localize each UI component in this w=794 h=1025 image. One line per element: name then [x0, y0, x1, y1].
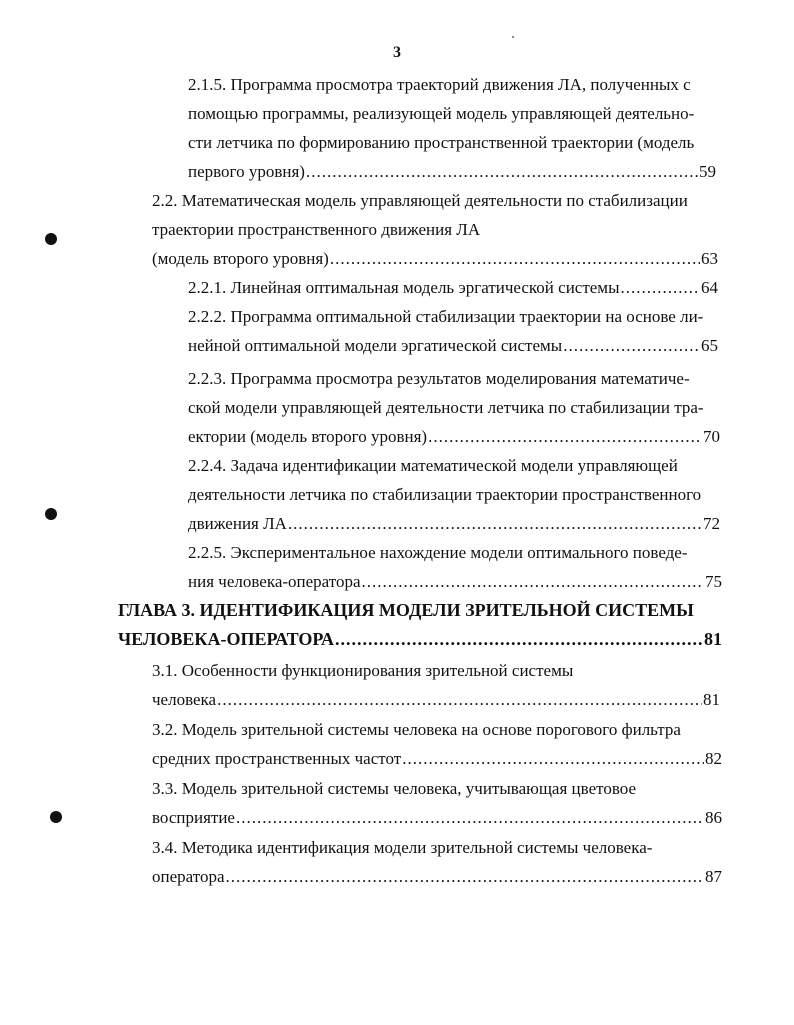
dot-leader [428, 422, 702, 451]
toc-entry-2-2-5-line-2 [188, 567, 722, 596]
toc-entry-text: оператора [152, 867, 225, 886]
toc-entry-text: первого уровня) [188, 162, 305, 181]
toc-entry-2-2-line-1: 2.2. Математическая модель управляющей деятельности по стабилизации [152, 191, 688, 210]
binder-hole-mark [50, 811, 62, 823]
toc-entry-2-2-2-line-2 [188, 331, 718, 360]
toc-entry-2-2-4-line-1: 2.2.4. Задача идентификации математической модели управляющей [188, 456, 678, 475]
toc-page-number: 86 [705, 808, 722, 827]
toc-entry-3-2-line-2 [152, 744, 722, 773]
toc-entry-text: ния человека-оператора [188, 572, 361, 591]
toc-entry-text: 2.2.1. Линейная оптимальная модель эргатической системы [188, 278, 620, 297]
toc-entry-2-2-4-line-2: деятельности летчика по стабилизации траектории пространственного [188, 485, 702, 504]
dot-leader [288, 509, 702, 538]
toc-entry-3-1-line-1: 3.1. Особенности функционирования зрительной системы [152, 661, 574, 680]
toc-entry-text: восприятие [152, 808, 235, 827]
dot-leader [236, 803, 704, 832]
toc-page-number: 64 [701, 278, 718, 297]
toc-page-number: 59 [699, 162, 716, 181]
toc-entry-2-2-5-line-1: 2.2.5. Экспериментальное нахождение модели оптимального поведе- [188, 543, 688, 562]
page-number: 3 [393, 44, 401, 61]
chapter-3-heading-line-1: ГЛАВА 3. ИДЕНТИФИКАЦИЯ МОДЕЛИ ЗРИТЕЛЬНОЙ СИСТЕМЫ [118, 600, 694, 620]
dot-leader [226, 862, 705, 891]
toc-entry-2-1-5-line-1: 2.1.5. Программа просмотра траекторий движения ЛА, полученных с [188, 75, 691, 94]
toc-entry-2-2-4-line-3 [188, 509, 720, 538]
toc-entry-2-1-5-line-3: сти летчика по формированию пространственной траектории (модель [188, 133, 695, 152]
binder-hole-mark [45, 508, 57, 520]
toc-entry-3-4-line-1: 3.4. Методика идентификация модели зрительной системы человека- [152, 838, 653, 857]
dot-leader [402, 744, 704, 773]
toc-entry-text: движения ЛА [188, 514, 287, 533]
dot-leader [563, 331, 700, 360]
dot-leader [306, 157, 698, 186]
dot-leader [362, 567, 704, 596]
toc-entry-3-4-line-2 [152, 862, 722, 891]
dot-leader [621, 273, 701, 302]
toc-entry-3-3-line-1: 3.3. Модель зрительной системы человека, учитывающая цветовое [152, 779, 636, 798]
toc-page-number: 82 [705, 749, 722, 768]
toc-entry-text: ЧЕЛОВЕКА-ОПЕРАТОРА [118, 629, 335, 649]
toc-entry-2-2-3-line-2: ской модели управляющей деятельности летчика по стабилизации тра- [188, 398, 704, 417]
toc-entry-text: человека [152, 690, 217, 709]
dot-leader [330, 244, 700, 273]
toc-entry-3-3-line-2 [152, 803, 722, 832]
toc-page-number: 63 [701, 249, 718, 268]
toc-entry-2-2-3-line-3 [188, 422, 720, 451]
toc-entry-text: средних пространственных частот [152, 749, 402, 768]
toc-page-number: 65 [701, 336, 718, 355]
toc-page-number: 70 [703, 427, 720, 446]
toc-entry-3-2-line-1: 3.2. Модель зрительной системы человека на основе порогового фильтра [152, 720, 681, 739]
toc-page-number: 81 [704, 629, 722, 649]
chapter-3-heading-line-2 [118, 625, 722, 654]
toc-page-number: 81 [703, 690, 720, 709]
toc-entry-2-2-1 [188, 273, 718, 302]
toc-page-number: 87 [705, 867, 722, 886]
toc-entry-2-2-line-3 [152, 244, 718, 273]
toc-entry-text: ектории (модель второго уровня) [188, 427, 428, 446]
toc-entry-2-1-5-line-2: помощью программы, реализующей модель управляющей деятельно- [188, 104, 695, 123]
binder-hole-mark [45, 233, 57, 245]
toc-entry-2-2-3-line-1: 2.2.3. Программа просмотра результатов моделирования математиче- [188, 369, 690, 388]
dot-leader [217, 685, 702, 714]
toc-page-number: 72 [703, 514, 720, 533]
dot-leader [335, 625, 703, 654]
toc-entry-2-2-line-2: траектории пространственного движения ЛА [152, 220, 481, 239]
toc-entry-2-2-2-line-1: 2.2.2. Программа оптимальной стабилизации траектории на основе ли- [188, 307, 704, 326]
toc-page-number: 75 [705, 572, 722, 591]
toc-entry-3-1-line-2 [152, 685, 720, 714]
toc-entry-text: нейной оптимальной модели эргатической системы [188, 336, 563, 355]
toc-entry-2-1-5-line-4 [188, 157, 716, 186]
toc-entry-text: (модель второго уровня) [152, 249, 329, 268]
scan-speck [512, 36, 514, 38]
